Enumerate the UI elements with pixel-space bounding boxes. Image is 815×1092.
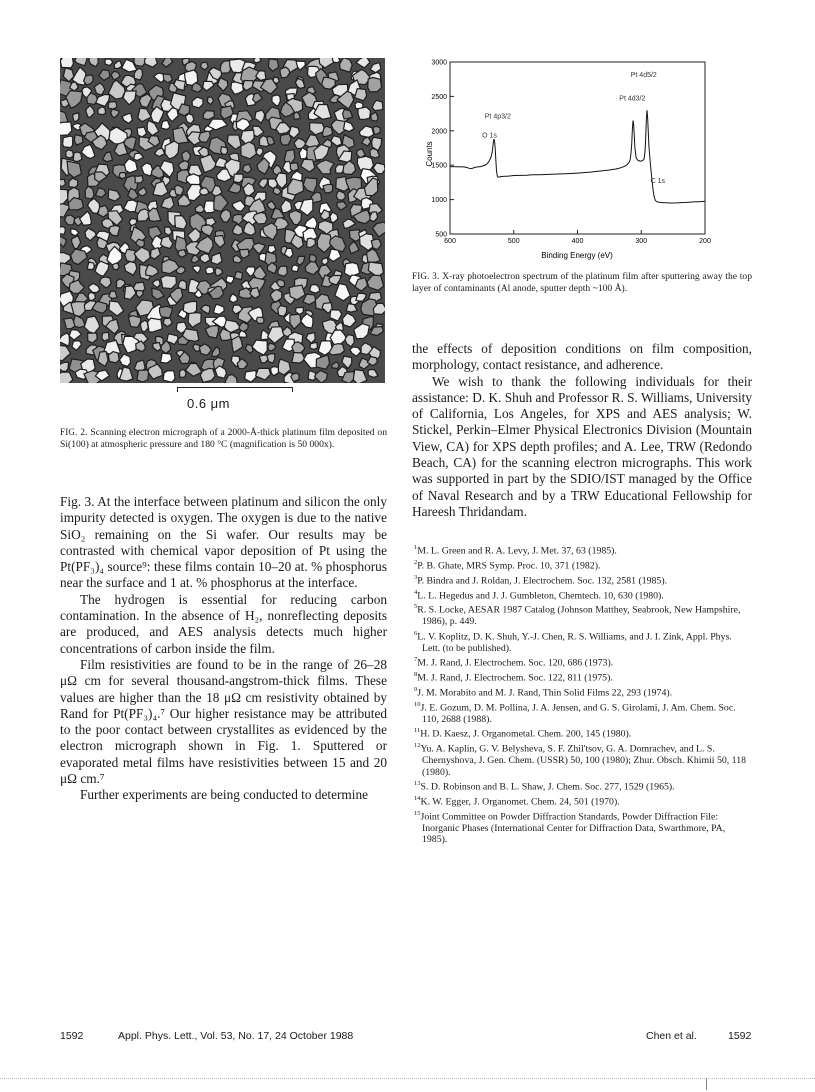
sem-grain — [241, 142, 257, 159]
sem-grain — [292, 353, 305, 364]
sem-grain — [60, 58, 73, 68]
reference-number: 3 — [414, 573, 418, 581]
y-tick-label: 1000 — [431, 197, 447, 205]
sem-grain — [358, 107, 371, 119]
left-column-text — [60, 494, 387, 804]
reference-item — [412, 628, 752, 654]
reference-number: 4 — [414, 588, 418, 596]
paragraph: Fig. 3. At the interface between platinum and silicon the only impurity detected is oxygen. The oxygen is due to the native SiO₂ remaining on the Si wafer. Our results may be contrasted with chemical vapor deposition of Pt using the Pt(PF₃)₄ source⁹: these films contain 10–20 at. % phosphorus near the surface and 1 at. % phosphorus at the interface. — [60, 494, 387, 591]
reference-list — [412, 542, 752, 846]
sem-grain — [163, 371, 175, 383]
reference-number: 5 — [414, 603, 418, 611]
reference-text: J. M. Morabito and M. J. Rand, Thin Solid Films 22, 293 (1974). — [417, 687, 673, 699]
reference-text: M. J. Rand, J. Electrochem. Soc. 120, 686 (1973). — [417, 657, 614, 669]
sem-grain — [368, 77, 382, 92]
sem-grain — [161, 276, 177, 289]
sem-grain — [292, 265, 299, 272]
sem-grain — [355, 89, 367, 101]
y-axis-label: Counts — [425, 141, 434, 167]
peak-label: C 1s — [650, 178, 666, 186]
reference-text: L. L. Hegedus and J. J. Gumbleton, Chemtech. 10, 630 (1980). — [417, 589, 664, 601]
reference-number: 10 — [414, 700, 421, 708]
sem-grain — [109, 291, 117, 298]
reference-number: 14 — [414, 795, 421, 803]
reference-item — [412, 572, 752, 587]
reference-item — [412, 601, 752, 627]
sem-grain — [322, 77, 336, 89]
sem-grain — [240, 249, 250, 258]
reference-number: 7 — [414, 656, 418, 664]
sem-grain — [160, 306, 173, 318]
figure-3-label: FIG. 3. — [412, 271, 440, 281]
reference-text: H. D. Kaesz, J. Organometal. Chem. 200, 145 (1980). — [420, 728, 632, 740]
peak-label: O 1s — [482, 132, 497, 140]
sem-grain — [280, 134, 291, 145]
peak-label: Pt 4d5/2 — [630, 72, 657, 80]
reference-text: Yu. A. Kaplin, G. V. Belysheva, S. F. Zhil'tsov, G. A. Domrachev, and L. S. Chernyshova, J. Gen. Chem. (USSR) 50, 100 (1980); Zhur. Obsch. Khimii 50, 118 (1980). — [420, 743, 747, 778]
sem-grain — [73, 113, 79, 122]
reference-number: 13 — [414, 780, 421, 788]
sem-grain — [63, 136, 73, 148]
sem-grain — [66, 150, 74, 158]
x-axis-label: Binding Energy (eV) — [541, 251, 613, 260]
x-tick-label: 300 — [635, 238, 648, 245]
reference-item — [412, 669, 752, 684]
acknowledgments: We wish to thank the following individuals for their assistance: D. K. Shuh and Professor R. S. Williams, University of California, Los Angeles, for XPS and AES analysis; W. Stickel, Perkin–Elmer Physical Electronics Division (Mountain View, CA) for XPS depth profiles; and A. Lee, TRW (Redondo Beach, CA) for the scanning electron micrographs. This work was supported in part by the SDIO/IST managed by the Office of Naval Research and by a TRW Educational Fellowship for Hareesh Thridandam. — [412, 373, 752, 519]
paragraph: The hydrogen is essential for reducing carbon contamination. In the absence of H₂, nonreflecting deposits are produced, and AES analysis detects much higher concentrations of carbon inside the film. — [60, 591, 387, 656]
journal-citation: Appl. Phys. Lett., Vol. 53, No. 17, 24 October 1988 — [118, 1030, 354, 1042]
scale-bar-label: 0.6 μm — [187, 396, 231, 411]
reference-number: 6 — [414, 629, 418, 637]
sem-grain — [307, 238, 316, 247]
y-tick-label: 2500 — [431, 93, 447, 101]
sem-grain — [340, 58, 353, 72]
reference-item — [412, 699, 752, 725]
reference-number: 9 — [414, 686, 418, 694]
reference-number: 15 — [414, 810, 421, 817]
reference-text: M. J. Rand, J. Electrochem. Soc. 122, 811 (1975). — [417, 672, 613, 684]
peak-annotations — [482, 72, 665, 185]
y-tick-label: 2000 — [431, 128, 447, 136]
peak-label: Pt 4p3/2 — [484, 113, 511, 121]
sem-grain — [69, 178, 78, 187]
reference-text: P. Bindra and J. Roldan, J. Electrochem. Soc. 132, 2581 (1985). — [417, 574, 668, 586]
reference-number: 1 — [414, 544, 418, 551]
reference-item — [412, 557, 752, 572]
sem-grain — [102, 332, 109, 341]
x-axis-ticks — [444, 230, 711, 245]
sem-grain — [60, 227, 65, 235]
sem-grain — [60, 122, 72, 136]
sem-grain — [87, 262, 94, 270]
reference-text: R. S. Locke, AESAR 1987 Catalog (Johnson Matthey, Seabrook, New Hampshire, 1986), p. 449. — [417, 604, 741, 628]
reference-text: P. B. Ghate, MRS Symp. Proc. 10, 371 (1982). — [417, 560, 601, 572]
sem-grain — [185, 114, 194, 124]
sem-grain — [256, 317, 264, 323]
x-tick-label: 200 — [699, 238, 711, 245]
reference-item — [412, 740, 752, 778]
xps-spectrum-chart — [412, 52, 757, 267]
sem-grain — [112, 263, 119, 270]
sem-grain — [226, 276, 234, 284]
figure-2-caption — [60, 426, 387, 451]
reference-text: Joint Committee on Powder Diffraction Standards, Powder Diffraction File: Inorganic Phases (International Center for Diffraction Data, Swarthmore, PA, 1985). — [420, 811, 726, 846]
reference-item — [412, 778, 752, 793]
reference-text: S. D. Robinson and B. L. Shaw, J. Chem. Soc. 277, 1529 (1965). — [420, 781, 675, 793]
sem-grain — [88, 293, 95, 301]
running-author: Chen et al. — [646, 1030, 697, 1042]
sem-grain — [125, 249, 136, 262]
figure-3-caption-text: X-ray photoelectron spectrum of the platinum film after sputtering away the top layer of contaminants (Al anode, sputter depth ~100 Å). — [412, 271, 753, 294]
page-number-left: 1592 — [60, 1030, 84, 1042]
sem-grain — [344, 263, 359, 277]
sem-grain — [205, 267, 214, 274]
bottom-rule — [0, 1078, 815, 1079]
sem-grain — [221, 147, 228, 155]
sem-grain — [200, 188, 209, 196]
figure-3-caption — [412, 270, 752, 295]
paragraph: Further experiments are being conducted to determine — [80, 787, 368, 803]
reference-number: 11 — [414, 727, 421, 735]
reference-number: 12 — [414, 742, 421, 750]
sem-grain — [60, 362, 69, 371]
sem-grain — [278, 306, 287, 317]
sem-grain — [108, 102, 117, 110]
right-column-text — [412, 341, 752, 520]
plot-frame — [450, 62, 705, 234]
sem-grain — [357, 156, 373, 170]
reference-item — [412, 587, 752, 602]
spectrum-line — [450, 110, 705, 203]
y-axis-ticks — [431, 60, 454, 239]
sem-grain — [332, 58, 340, 63]
sem-grain — [135, 176, 144, 183]
sem-grain — [73, 152, 82, 162]
figure-2-label: FIG. 2. — [60, 427, 88, 437]
reference-item — [412, 654, 752, 669]
scale-bar — [177, 387, 293, 392]
reference-text: K. W. Egger, J. Organomet. Chem. 24, 501 (1970). — [420, 796, 620, 808]
sem-grain — [234, 272, 242, 280]
trim-mark — [706, 1078, 707, 1090]
sem-grain — [137, 370, 149, 382]
reference-item — [412, 725, 752, 740]
page-number-right: 1592 — [728, 1030, 752, 1042]
reference-text: L. V. Koplitz, D. K. Shuh, Y.-J. Chen, R. S. Williams, and J. I. Zink, Appl. Phys. Lett. (to be published). — [417, 631, 732, 654]
peak-label: Pt 4d3/2 — [619, 95, 646, 103]
x-tick-label: 400 — [571, 238, 584, 245]
paragraph: the effects of deposition conditions on film composition, morphology, contact resistance, and adherence. — [412, 341, 752, 373]
reference-number: 2 — [414, 558, 418, 566]
sem-grain — [84, 75, 94, 85]
reference-item — [412, 808, 752, 846]
sem-grain — [373, 126, 380, 134]
sem-grain — [98, 107, 106, 115]
reference-text: M. L. Green and R. A. Levy, J. Met. 37, 63 (1985). — [417, 545, 617, 557]
sem-grain — [65, 215, 75, 225]
reference-item — [412, 793, 752, 808]
sem-micrograph — [60, 58, 385, 383]
x-tick-label: 600 — [444, 238, 456, 245]
reference-item — [412, 684, 752, 699]
sem-grain — [128, 316, 140, 328]
sem-grain — [108, 352, 119, 363]
sem-grain — [310, 342, 318, 349]
sem-grain — [267, 354, 275, 363]
sem-grain — [278, 266, 288, 276]
y-tick-label: 3000 — [431, 59, 447, 67]
sem-grain — [290, 163, 298, 171]
figure-2-caption-text: Scanning electron micrograph of a 2000-Å-thick platinum film deposited on Si(100) at atmospheric pressure and 180 °C (magnification is 50 000x). — [60, 427, 387, 450]
sem-grain — [134, 58, 146, 66]
y-tick-label: 1500 — [431, 162, 447, 170]
sem-grain — [148, 318, 163, 332]
reference-number: 8 — [414, 671, 418, 679]
sem-texture — [60, 58, 385, 383]
sem-grain — [323, 184, 333, 193]
paragraph: Film resistivities are found to be in the range of 26–28 μΩ cm for several thousand-angstrom-thick films. These values are higher than the 18 μΩ cm resistivity obtained by Rand for Pt(PF₃)₄.⁷ Our higher resistance may be attributed to the poor contact between crystallites as evidenced by the electron micrograph shown in Fig. 1. Sputtered or evaporated metal films have resistivities between 15 and 20 μΩ cm.⁷ — [60, 656, 387, 787]
y-tick-label: 500 — [435, 231, 447, 239]
reference-item — [412, 542, 752, 557]
reference-text: J. E. Gozum, D. M. Pollina, J. A. Jensen, and G. S. Girolami, J. Am. Chem. Soc. 110, 2688 (1988). — [420, 702, 736, 725]
x-tick-label: 500 — [507, 238, 520, 245]
